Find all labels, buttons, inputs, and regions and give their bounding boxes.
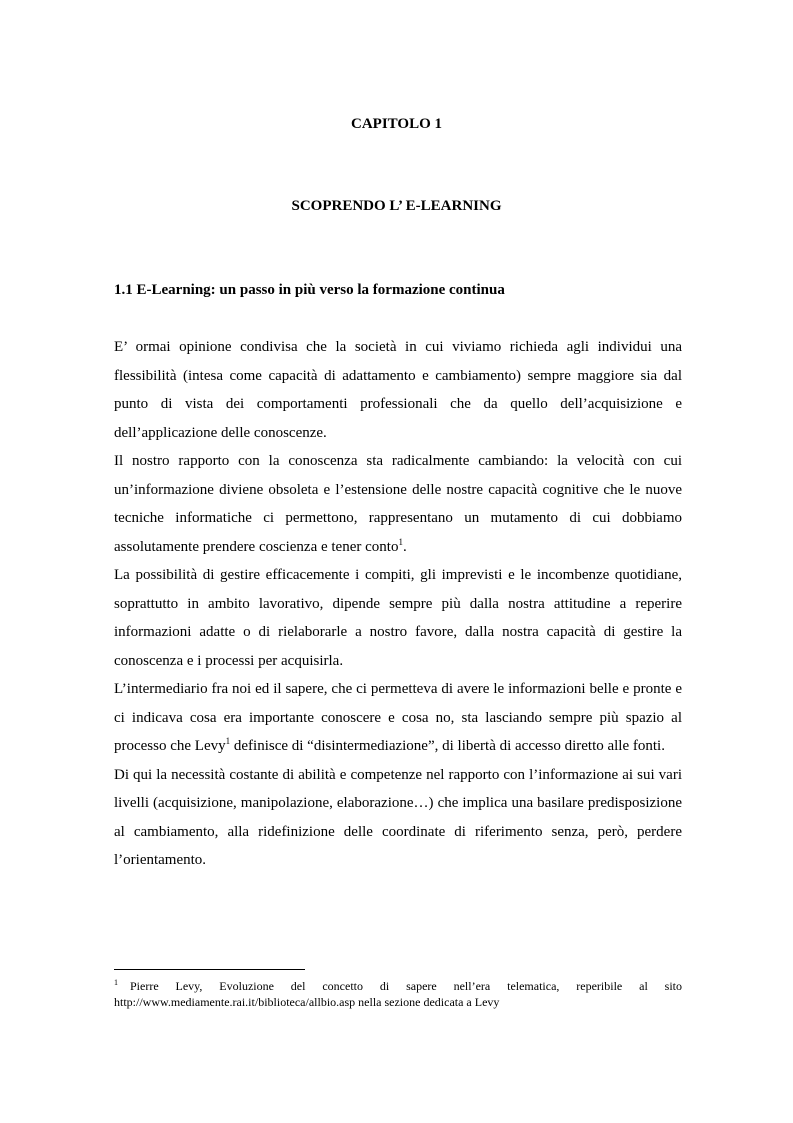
paragraph-1: E’ ormai opinione condivisa che la società in cui viviamo richieda agli individui una flessibilità (intesa come capacità di adattamento e cambiamento) sempre maggiore sia dal punto di vista dei comportamenti professionali che da quello dell’acquisizione e dell’applicazione delle conoscenze. — [114, 339, 682, 441]
footnote-ref: 1 — [398, 536, 403, 547]
paragraph-5: Di qui la necessità costante di abilità e competenze nel rapporto con l’informazione ai sui vari livelli (acquisizione, manipolazione, elaborazione…) che implica una basilare predisposizione al cambiamento, alla ridefinizione delle coordinate di riferimento senza, però, perdere l’orientamento. — [114, 766, 682, 868]
footnote-marker: 1 — [114, 978, 118, 987]
section-heading: 1.1 E-Learning: un passo in più verso la formazione continua — [114, 282, 505, 298]
paragraph-4 — [114, 675, 682, 761]
body-text — [114, 333, 682, 875]
paragraph-4-before: L’intermediario fra noi ed il sapere, che ci permetteva di avere le informazioni belle e pronte e ci indicava cosa era importante conoscere e cosa no, sta lasciando sempre più spazio al processo che Levy — [114, 681, 682, 754]
paragraph-2-text: Il nostro rapporto con la conoscenza sta radicalmente cambiando: la velocità con cui un’informazione diviene obsoleta e l’estensione delle nostre capacità cognitive che le nuove tecniche informatiche ci permettono, rappresentano un mutamento di cui dobbiamo assolutamente prendere coscienza e tener conto — [114, 453, 682, 555]
footnote-ref: 1 — [225, 736, 231, 746]
footnote-entry — [114, 978, 682, 1010]
footnote-separator — [114, 969, 305, 970]
footnote — [114, 978, 682, 1010]
paragraph-3: La possibilità di gestire efficacemente i compiti, gli imprevisti e le incombenze quotidiane, soprattutto in ambito lavorativo, dipende sempre più dalla nostra attitudine a reperire informazioni adatte o di rielaborarle a nostro favore, dalla nostra capacità di gestire la conoscenza e i processi per acquisirla. — [114, 567, 682, 669]
paragraph-4-after: definisce di “disintermediazione”, di libertà di accesso diretto alle fonti. — [230, 738, 665, 754]
chapter-title: SCOPRENDO L’ E-LEARNING — [291, 198, 502, 214]
footnote-text: Pierre Levy, Evoluzione del concetto di sapere nell’era telematica, reperibile al sito http://www.mediamente.rai.it/biblioteca/allbio.asp nella sezione dedicata a Levy — [114, 979, 682, 1009]
paragraph-2 — [114, 447, 682, 561]
chapter-number: CAPITOLO 1 — [351, 116, 442, 132]
paragraph-2-tail: . — [402, 538, 407, 555]
